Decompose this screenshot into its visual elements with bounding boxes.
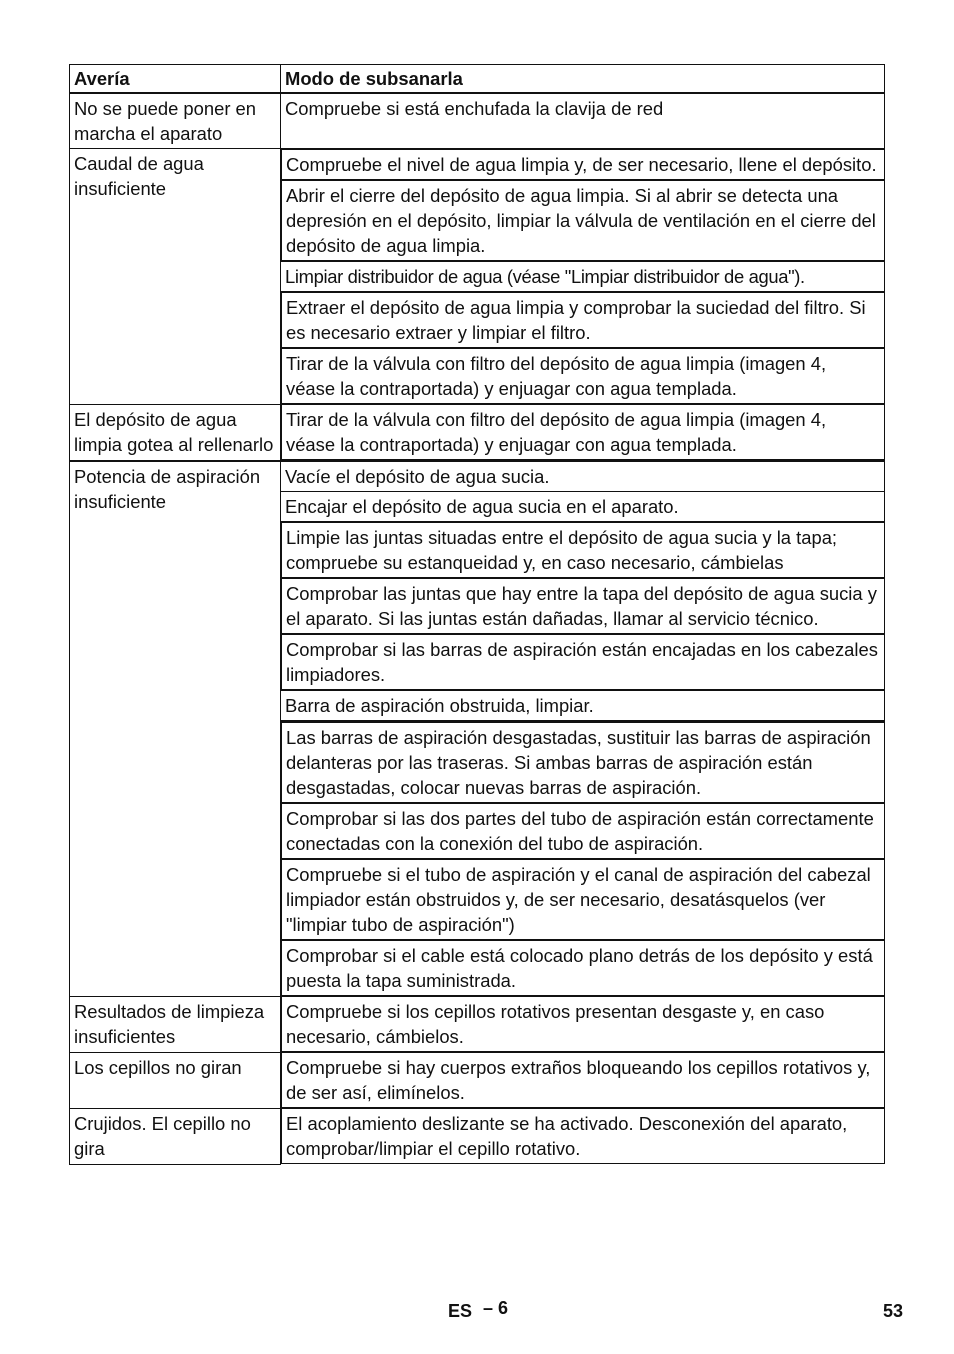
remedy-cell: Encajar el depósito de agua sucia en el aparato. xyxy=(281,492,885,522)
remedy-cell: Compruebe si los cepillos rotativos presentan desgaste y, en caso necesario, cámbielos. xyxy=(281,996,885,1052)
remedy-cell: Tirar de la válvula con filtro del depósito de agua limpia (imagen 4, véase la contraportada) y enjuagar con agua templada. xyxy=(281,348,885,404)
footer-page-number: 53 xyxy=(883,1301,904,1321)
footer-section-number: – 6 xyxy=(483,1298,509,1318)
troubleshooting-table xyxy=(69,64,885,1165)
fault-cell: Resultados de limpieza insuficientes xyxy=(70,996,281,1052)
remedy-cell: Comprobar si las barras de aspiración están encajadas en los cabezales limpiadores. xyxy=(281,634,885,690)
remedy-cell: Compruebe el nivel de agua limpia y, de ser necesario, llene el depósito. xyxy=(281,149,885,180)
remedy-cell: Vacíe el depósito de agua sucia. xyxy=(281,461,885,492)
remedy-cell: Limpie las juntas situadas entre el depósito de agua sucia y la tapa; compruebe su estanqueidad y, en caso necesario, cámbielas xyxy=(281,522,885,578)
fault-cell: Crujidos. El cepillo no gira xyxy=(70,1108,281,1164)
table-row xyxy=(70,461,885,492)
remedy-cell: El acoplamiento deslizante se ha activado. Desconexión del aparato, comprobar/limpiar el cepillo rotativo. xyxy=(281,1108,885,1164)
remedy-cell: Compruebe si el tubo de aspiración y el canal de aspiración del cabezal limpiador están obstruidos y, de ser necesario, desatásquelos (ver "limpiar tubo de aspiración") xyxy=(281,859,885,940)
table-header-row xyxy=(70,65,885,94)
table-row xyxy=(70,93,885,149)
remedy-cell: Compruebe si está enchufada la clavija de red xyxy=(281,93,885,149)
remedy-cell: Limpiar distribuidor de agua (véase "Limpiar distribuidor de agua"). xyxy=(281,262,885,292)
fault-cell: El depósito de agua limpia gotea al rellenarlo xyxy=(70,404,281,461)
remedy-cell: Extraer el depósito de agua limpia y comprobar la suciedad del filtro. Si es necesario extraer y limpiar el filtro. xyxy=(281,292,885,348)
table-row xyxy=(70,1108,885,1164)
remedy-cell: Comprobar si el cable está colocado plano detrás de los depósito y está puesta la tapa suministrada. xyxy=(281,940,885,996)
header-fault: Avería xyxy=(70,65,281,94)
remedy-cell: Abrir el cierre del depósito de agua limpia. Si al abrir se detecta una depresión en el depósito, limpiar la válvula de ventilación en el cierre del depósito de agua limpia. xyxy=(281,180,885,261)
remedy-cell: Las barras de aspiración desgastadas, sustituir las barras de aspiración delanteras por las traseras. Si ambas barras de aspiración están desgastadas, colocar nuevas barras de aspiración. xyxy=(281,722,885,803)
fault-cell: No se puede poner en marcha el aparato xyxy=(70,93,281,149)
remedy-cell: Tirar de la válvula con filtro del depósito de agua limpia (imagen 4, véase la contraportada) y enjuagar con agua templada. xyxy=(281,404,885,460)
fault-cell: Los cepillos no giran xyxy=(70,1052,281,1108)
header-remedy: Modo de subsanarla xyxy=(281,65,885,94)
table-row xyxy=(70,149,885,181)
remedy-cell: Comprobar si las dos partes del tubo de aspiración están correctamente conectadas con la conexión del tubo de aspiración. xyxy=(281,803,885,859)
table-row xyxy=(70,996,885,1052)
footer-language: ES xyxy=(448,1301,473,1321)
remedy-cell: Comprobar las juntas que hay entre la tapa del depósito de agua sucia y el aparato. Si las juntas están dañadas, llamar al servicio técnico. xyxy=(281,578,885,634)
remedy-cell: Barra de aspiración obstruida, limpiar. xyxy=(281,691,885,722)
table-row xyxy=(70,404,885,461)
table-row xyxy=(70,1052,885,1108)
fault-cell: Caudal de agua insuficiente xyxy=(70,149,281,405)
remedy-cell: Compruebe si hay cuerpos extraños bloqueando los cepillos rotativos y, de ser así, elimínelos. xyxy=(281,1052,885,1108)
fault-cell: Potencia de aspiración insuficiente xyxy=(70,461,281,996)
